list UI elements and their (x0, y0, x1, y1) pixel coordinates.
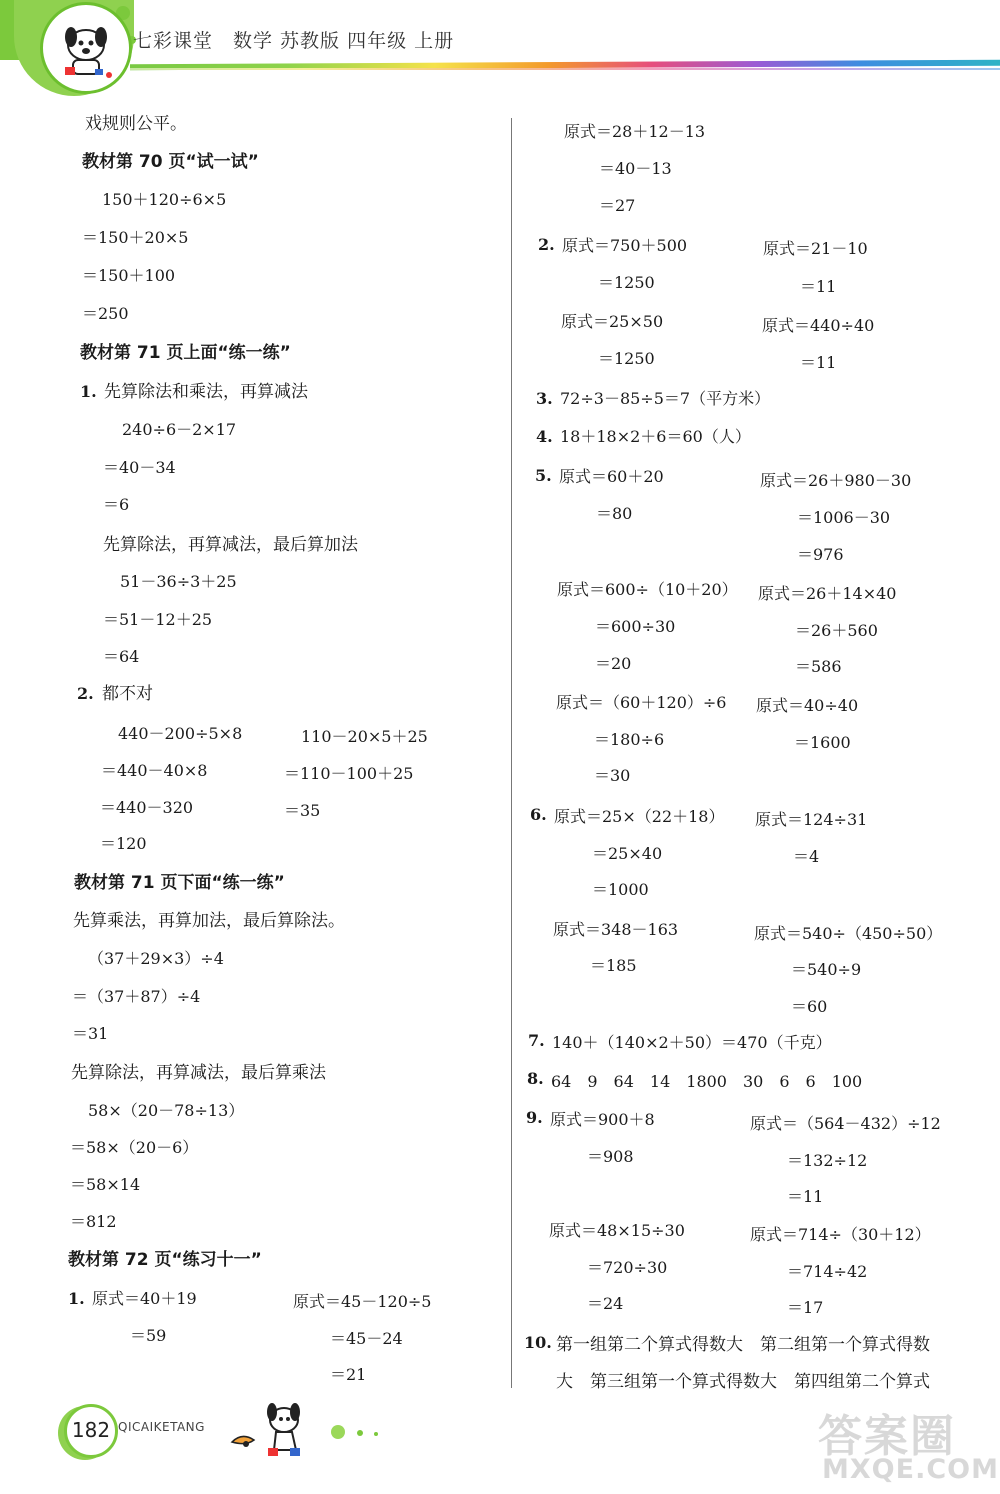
math-line: 原式＝540÷（450÷50） (754, 924, 943, 943)
math-line: 原式＝440÷40 (762, 316, 875, 335)
dog-mascot-icon (43, 5, 129, 91)
question-number: 9. (526, 1108, 543, 1127)
math-line: ＝45－24 (330, 1329, 403, 1348)
math-line: 原式＝（564－432）÷12 (750, 1114, 941, 1133)
math-line: 原式＝900＋8 (550, 1110, 655, 1129)
math-line: ＝30 (594, 766, 631, 785)
math-line: 原式＝714÷（30＋12） (750, 1225, 931, 1244)
math-line: 原式＝348－163 (553, 920, 679, 939)
question-number: 2. (77, 684, 94, 703)
text-line: 先算除法，再算减法，最后算加法 (103, 535, 358, 555)
mascot-logo (40, 2, 132, 94)
math-line: ＝440－320 (100, 798, 194, 817)
math-line: ＝11 (787, 1187, 824, 1206)
question-number: 1. (80, 382, 97, 401)
math-line: ＝11 (800, 353, 837, 372)
math-line: ＝24 (587, 1294, 624, 1313)
page-header (0, 0, 1000, 100)
math-line: 原式＝750＋500 (562, 236, 688, 255)
math-line: ＝21 (330, 1365, 367, 1384)
math-line: ＝20 (595, 654, 632, 673)
math-line: ＝1000 (592, 880, 649, 899)
page-number: 182 (71, 1418, 111, 1442)
watermark-text: 答案圈 (818, 1411, 956, 1462)
math-line: 原式＝48×15÷30 (549, 1221, 685, 1240)
math-line: ＝714÷42 (787, 1262, 868, 1281)
text-line: 第一组第二个算式得数大 第二组第一个算式得数 (556, 1335, 930, 1355)
text-line: 先算乘法，再算加法，最后算除法。 (73, 911, 345, 931)
math-line: 原式＝26＋980－30 (760, 471, 912, 490)
dog-mascot-icon (228, 1398, 320, 1460)
math-line: ＝1250 (598, 349, 655, 368)
math-line: ＝40－34 (103, 458, 176, 477)
math-line: ＝185 (590, 956, 637, 975)
math-line: ＝25×40 (592, 844, 663, 863)
watermark-text: MXQE.COM (822, 1454, 999, 1485)
text-line: 先算除法，再算减法，最后算乘法 (71, 1063, 326, 1083)
question-number: 5. (535, 466, 552, 485)
math-line: 原式＝26＋14×40 (758, 584, 897, 603)
math-line: ＝40－13 (599, 159, 672, 178)
column-divider (511, 118, 512, 1388)
math-line: ＝58×14 (70, 1175, 141, 1194)
watermark (818, 1400, 998, 1492)
math-line: 64 9 64 14 1800 30 6 6 100 (551, 1072, 863, 1091)
section-heading: 教材第 71 页上面“练一练” (80, 343, 291, 363)
math-line: ＝908 (587, 1147, 634, 1166)
math-line: ＝586 (795, 657, 842, 676)
section-heading: 教材第 71 页下面“练一练” (74, 873, 285, 893)
question-number: 7. (528, 1031, 545, 1050)
question-number: 2. (538, 235, 555, 254)
math-line: ＝51－12＋25 (103, 610, 213, 629)
question-number: 6. (530, 805, 547, 824)
math-line: 51－36÷3＋25 (120, 572, 237, 591)
math-line: 240÷6－2×17 (122, 420, 237, 439)
text-line: 戏规则公平。 (85, 114, 187, 134)
math-line: 原式＝25×（22＋18） (554, 807, 725, 826)
math-line: ＝80 (596, 504, 633, 523)
math-line: ＝31 (72, 1024, 109, 1043)
math-line: ＝976 (797, 545, 844, 564)
math-line: 原式＝28＋12－13 (564, 122, 706, 141)
math-line: 150＋120÷6×5 (102, 190, 227, 209)
text-line: 先算除法和乘法，再算减法 (104, 382, 308, 402)
math-line: ＝6 (103, 495, 130, 514)
math-line: ＝1600 (794, 733, 851, 752)
math-line: 原式＝40÷40 (756, 696, 859, 715)
question-number: 3. (536, 389, 553, 408)
math-line: ＝64 (103, 647, 140, 666)
question-number: 8. (527, 1069, 544, 1088)
math-line: 18＋18×2＋6＝60（人） (560, 427, 751, 446)
math-line: ＝540÷9 (791, 960, 862, 979)
math-line: 原式＝21－10 (763, 239, 868, 258)
math-line: 440－200÷5×8 (118, 724, 243, 743)
rainbow-stripe (130, 68, 1000, 70)
text-line: 都不对 (102, 684, 153, 704)
text-line: 大 第三组第一个算式得数大 第四组第二个算式 (556, 1372, 930, 1392)
math-line: ＝180÷6 (594, 730, 665, 749)
section-heading: 教材第 72 页“练习十一” (68, 1250, 262, 1270)
math-line: ＝27 (599, 196, 636, 215)
question-number: 1. (68, 1289, 85, 1308)
math-line: ＝（37＋87）÷4 (72, 987, 201, 1006)
math-line: ＝4 (793, 847, 820, 866)
math-line: ＝812 (70, 1212, 117, 1231)
math-line: ＝720÷30 (587, 1258, 668, 1277)
math-line: ＝1250 (598, 273, 655, 292)
footer-brand: QICAIKETANG (118, 1420, 205, 1434)
math-line: ＝17 (787, 1298, 824, 1317)
decoration-dots (330, 1424, 390, 1440)
book-title: 七彩课堂 数学 苏教版 四年级 上册 (133, 30, 455, 52)
question-number: 4. (536, 427, 553, 446)
math-line: ＝150＋100 (82, 266, 176, 285)
math-line: ＝250 (82, 304, 129, 323)
page-number-badge (64, 1404, 118, 1458)
math-line: 原式＝（60＋120）÷6 (556, 693, 727, 712)
math-line: 原式＝25×50 (561, 312, 664, 331)
math-line: （37＋29×3）÷4 (88, 949, 224, 968)
math-line: 原式＝40＋19 (92, 1289, 197, 1308)
math-line: 58×（20－78÷13） (88, 1101, 245, 1120)
math-line: ＝58×（20－6） (70, 1138, 199, 1157)
math-line: ＝110－100＋25 (284, 764, 414, 783)
math-line: 原式＝45－120÷5 (293, 1292, 432, 1311)
section-heading: 教材第 70 页“试一试” (82, 152, 259, 172)
math-line: ＝120 (100, 834, 147, 853)
math-line: ＝26＋560 (795, 621, 878, 640)
math-line: ＝11 (800, 277, 837, 296)
math-line: ＝132÷12 (787, 1151, 868, 1170)
math-line: 72÷3－85÷5＝7（平方米） (560, 389, 771, 408)
math-line: ＝150＋20×5 (82, 228, 189, 247)
math-line: ＝60 (791, 997, 828, 1016)
math-line: 140＋（140×2＋50）＝470（千克） (552, 1033, 832, 1052)
math-line: ＝1006－30 (797, 508, 891, 527)
math-line: 110－20×5＋25 (301, 727, 428, 746)
question-number: 10. (524, 1333, 552, 1352)
math-line: 原式＝600÷（10＋20） (557, 580, 738, 599)
math-line: 原式＝124÷31 (755, 810, 868, 829)
math-line: ＝440－40×8 (101, 761, 208, 780)
math-line: ＝600÷30 (595, 617, 676, 636)
math-line: ＝59 (130, 1326, 167, 1345)
math-line: ＝35 (284, 801, 321, 820)
math-line: 原式＝60＋20 (559, 467, 664, 486)
